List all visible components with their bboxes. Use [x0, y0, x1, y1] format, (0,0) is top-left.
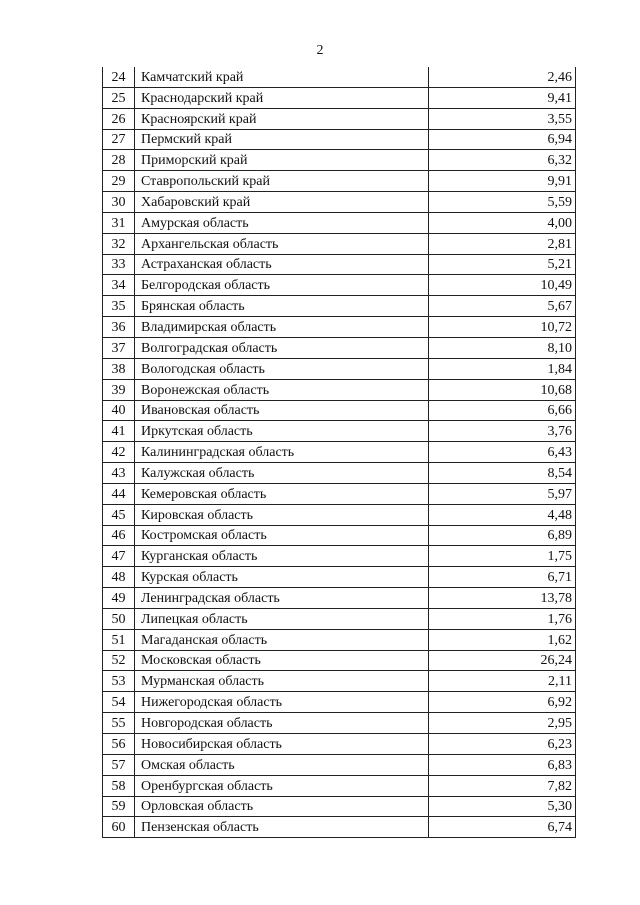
row-number-cell — [103, 671, 135, 692]
region-value: 10,68 — [540, 382, 572, 398]
table-row — [103, 671, 576, 692]
table-row — [103, 233, 576, 254]
region-name-cell — [135, 171, 429, 192]
region-name: Ленинградская область — [141, 590, 280, 606]
table-row — [103, 254, 576, 275]
region-value: 6,94 — [547, 132, 572, 148]
row-number: 51 — [111, 632, 126, 648]
row-number: 43 — [111, 465, 126, 481]
region-name-cell — [135, 358, 429, 379]
region-value-cell — [429, 546, 576, 567]
region-name: Костромская область — [141, 528, 267, 544]
region-value: 4,48 — [547, 507, 572, 523]
region-name: Белгородская область — [141, 278, 271, 294]
region-value: 6,43 — [547, 445, 572, 461]
region-name-cell — [135, 337, 429, 358]
table-row — [103, 463, 576, 484]
region-name-cell — [135, 525, 429, 546]
row-number: 50 — [111, 611, 126, 627]
region-value: 6,83 — [547, 757, 572, 773]
row-number: 35 — [111, 299, 126, 315]
row-number: 57 — [111, 757, 126, 773]
row-number: 59 — [111, 799, 126, 815]
table-row — [103, 629, 576, 650]
row-number-cell — [103, 379, 135, 400]
region-value-cell — [429, 504, 576, 525]
region-value: 2,46 — [547, 69, 572, 85]
row-number: 58 — [111, 778, 126, 794]
row-number-cell — [103, 129, 135, 150]
region-name: Иркутская область — [141, 424, 253, 440]
region-name-cell — [135, 713, 429, 734]
table-row — [103, 608, 576, 629]
region-value: 10,49 — [540, 278, 572, 294]
region-value-cell — [429, 129, 576, 150]
region-name: Пермский край — [141, 132, 232, 148]
regions-table-body — [103, 67, 576, 838]
table-row — [103, 358, 576, 379]
row-number: 25 — [111, 90, 126, 106]
region-value-cell — [429, 692, 576, 713]
region-value-cell — [429, 254, 576, 275]
region-name-cell — [135, 379, 429, 400]
table-row — [103, 129, 576, 150]
row-number-cell — [103, 275, 135, 296]
region-value: 6,66 — [547, 403, 572, 419]
region-name-cell — [135, 67, 429, 87]
table-row — [103, 650, 576, 671]
row-number-cell — [103, 67, 135, 87]
row-number: 48 — [111, 570, 126, 586]
region-value-cell — [429, 588, 576, 609]
row-number-cell — [103, 317, 135, 338]
row-number-cell — [103, 192, 135, 213]
table-row — [103, 171, 576, 192]
region-name-cell — [135, 692, 429, 713]
region-value: 1,84 — [547, 361, 572, 377]
table-row — [103, 275, 576, 296]
row-number: 40 — [111, 403, 126, 419]
region-name-cell — [135, 150, 429, 171]
table-row — [103, 504, 576, 525]
table-row — [103, 734, 576, 755]
table-row — [103, 296, 576, 317]
region-name: Брянская область — [141, 299, 245, 315]
row-number: 38 — [111, 361, 126, 377]
region-name-cell — [135, 734, 429, 755]
row-number-cell — [103, 483, 135, 504]
region-value-cell — [429, 317, 576, 338]
region-value-cell — [429, 775, 576, 796]
region-value: 1,76 — [547, 611, 572, 627]
region-value: 7,82 — [547, 778, 572, 794]
region-value-cell — [429, 713, 576, 734]
region-name-cell — [135, 483, 429, 504]
row-number-cell — [103, 608, 135, 629]
region-name: Липецкая область — [141, 611, 248, 627]
region-value-cell — [429, 67, 576, 87]
region-name: Кемеровская область — [141, 486, 267, 502]
region-name-cell — [135, 775, 429, 796]
row-number-cell — [103, 588, 135, 609]
table-row — [103, 713, 576, 734]
region-value: 2,95 — [547, 716, 572, 731]
row-number: 42 — [111, 445, 126, 461]
row-number-cell — [103, 546, 135, 567]
row-number-cell — [103, 817, 135, 838]
row-number-cell — [103, 734, 135, 755]
row-number-cell — [103, 233, 135, 254]
table-row — [103, 483, 576, 504]
table-row — [103, 67, 576, 87]
region-name: Магаданская область — [141, 632, 268, 648]
region-value-cell — [429, 421, 576, 442]
row-number: 45 — [111, 507, 126, 523]
row-number: 27 — [111, 132, 126, 148]
region-name: Курганская область — [141, 549, 258, 565]
region-value: 6,89 — [547, 528, 572, 544]
region-name-cell — [135, 108, 429, 129]
region-value: 5,59 — [547, 194, 572, 210]
region-name-cell — [135, 650, 429, 671]
row-number: 52 — [111, 653, 126, 669]
region-name-cell — [135, 546, 429, 567]
table-row — [103, 442, 576, 463]
region-name: Приморский край — [141, 153, 248, 169]
row-number: 36 — [111, 319, 126, 335]
region-value-cell — [429, 567, 576, 588]
row-number-cell — [103, 504, 135, 525]
region-name-cell — [135, 796, 429, 817]
region-value-cell — [429, 629, 576, 650]
table-row — [103, 212, 576, 233]
table-row — [103, 525, 576, 546]
region-name: Хабаровский край — [141, 194, 251, 210]
region-value-cell — [429, 650, 576, 671]
region-value-cell — [429, 337, 576, 358]
row-number: 47 — [111, 549, 126, 565]
table-row — [103, 588, 576, 609]
region-name: Ставропольский край — [141, 174, 270, 190]
region-value: 1,62 — [547, 632, 572, 648]
region-value-cell — [429, 525, 576, 546]
region-value: 1,75 — [547, 549, 572, 565]
region-name: Калининградская область — [141, 445, 295, 461]
region-name: Орловская область — [141, 799, 254, 815]
region-name: Краснодарский край — [141, 90, 264, 106]
row-number-cell — [103, 567, 135, 588]
region-value-cell — [429, 296, 576, 317]
table-row — [103, 192, 576, 213]
region-name-cell — [135, 317, 429, 338]
row-number: 32 — [111, 236, 126, 252]
region-value: 8,10 — [547, 340, 572, 356]
region-value-cell — [429, 379, 576, 400]
region-name: Пензенская область — [141, 820, 259, 836]
region-value-cell — [429, 233, 576, 254]
row-number-cell — [103, 150, 135, 171]
row-number: 53 — [111, 674, 126, 690]
table-row — [103, 692, 576, 713]
region-value-cell — [429, 358, 576, 379]
region-name: Калужская область — [141, 465, 255, 481]
region-value: 10,72 — [540, 319, 572, 335]
region-name: Волгоградская область — [141, 340, 278, 356]
row-number: 29 — [111, 174, 126, 190]
row-number: 33 — [111, 257, 126, 273]
region-value: 26,24 — [540, 653, 572, 669]
region-name-cell — [135, 567, 429, 588]
row-number-cell — [103, 296, 135, 317]
table-row — [103, 796, 576, 817]
table-row — [103, 87, 576, 108]
row-number: 34 — [111, 278, 126, 294]
row-number: 56 — [111, 736, 126, 752]
row-number-cell — [103, 650, 135, 671]
region-value: 2,11 — [548, 674, 572, 690]
region-name: Курская область — [141, 570, 238, 586]
table-row — [103, 337, 576, 358]
region-value: 6,23 — [547, 736, 572, 752]
region-name-cell — [135, 129, 429, 150]
region-value: 2,81 — [547, 236, 572, 252]
row-number: 60 — [111, 820, 126, 836]
region-name: Мурманская область — [141, 674, 265, 690]
region-name-cell — [135, 671, 429, 692]
regions-table — [102, 67, 576, 838]
row-number-cell — [103, 171, 135, 192]
region-value: 6,92 — [547, 695, 572, 711]
row-number-cell — [103, 754, 135, 775]
row-number: 28 — [111, 153, 126, 169]
region-name: Ивановская область — [141, 403, 260, 419]
region-value-cell — [429, 608, 576, 629]
region-value-cell — [429, 400, 576, 421]
region-value: 5,97 — [547, 486, 572, 502]
region-name: Кировская область — [141, 507, 254, 523]
region-value: 3,55 — [547, 111, 572, 127]
region-name-cell — [135, 588, 429, 609]
region-value: 4,00 — [547, 215, 572, 231]
region-name-cell — [135, 233, 429, 254]
row-number-cell — [103, 463, 135, 484]
region-value: 6,71 — [547, 570, 572, 586]
row-number-cell — [103, 525, 135, 546]
region-name: Камчатский край — [141, 69, 244, 85]
row-number-cell — [103, 796, 135, 817]
table-row — [103, 567, 576, 588]
region-value: 6,32 — [547, 153, 572, 169]
table-row — [103, 546, 576, 567]
region-name-cell — [135, 254, 429, 275]
region-value-cell — [429, 150, 576, 171]
table-row — [103, 421, 576, 442]
row-number-cell — [103, 87, 135, 108]
region-value-cell — [429, 483, 576, 504]
row-number: 54 — [111, 695, 126, 711]
region-value-cell — [429, 754, 576, 775]
region-name: Нижегородская область — [141, 695, 283, 711]
table-row — [103, 150, 576, 171]
region-name: Новосибирская область — [141, 736, 282, 752]
region-value-cell — [429, 796, 576, 817]
row-number: 31 — [111, 215, 126, 231]
region-value-cell — [429, 463, 576, 484]
region-name: Московская область — [141, 653, 261, 669]
row-number-cell — [103, 108, 135, 129]
region-name-cell — [135, 504, 429, 525]
table-row — [103, 775, 576, 796]
region-name-cell — [135, 87, 429, 108]
region-value: 9,41 — [547, 90, 572, 106]
row-number-cell — [103, 713, 135, 734]
row-number: 49 — [111, 590, 126, 606]
row-number: 55 — [111, 716, 126, 731]
region-value-cell — [429, 671, 576, 692]
region-name: Астраханская область — [141, 257, 272, 273]
region-value-cell — [429, 817, 576, 838]
row-number: 41 — [111, 424, 126, 440]
region-name-cell — [135, 275, 429, 296]
region-value-cell — [429, 442, 576, 463]
region-value-cell — [429, 275, 576, 296]
region-value: 5,21 — [547, 257, 572, 273]
region-name-cell — [135, 629, 429, 650]
region-name: Владимирская область — [141, 319, 277, 335]
region-name: Оренбургская область — [141, 778, 273, 794]
row-number-cell — [103, 337, 135, 358]
row-number-cell — [103, 421, 135, 442]
row-number-cell — [103, 254, 135, 275]
region-value: 8,54 — [547, 465, 572, 481]
region-name: Новгородская область — [141, 716, 273, 731]
row-number: 30 — [111, 194, 126, 210]
region-value: 13,78 — [540, 590, 572, 606]
row-number-cell — [103, 212, 135, 233]
table-row — [103, 108, 576, 129]
row-number: 26 — [111, 111, 126, 127]
table-row — [103, 400, 576, 421]
region-value: 5,30 — [547, 799, 572, 815]
region-value-cell — [429, 87, 576, 108]
page-number: 2 — [316, 43, 324, 58]
row-number-cell — [103, 442, 135, 463]
row-number: 37 — [111, 340, 126, 356]
region-value-cell — [429, 171, 576, 192]
row-number-cell — [103, 629, 135, 650]
region-name: Вологодская область — [141, 361, 265, 377]
row-number-cell — [103, 358, 135, 379]
row-number: 44 — [111, 486, 126, 502]
region-name-cell — [135, 754, 429, 775]
region-name: Воронежская область — [141, 382, 270, 398]
region-value-cell — [429, 108, 576, 129]
table-row — [103, 317, 576, 338]
row-number-cell — [103, 775, 135, 796]
table-row — [103, 817, 576, 838]
region-name-cell — [135, 817, 429, 838]
region-name-cell — [135, 192, 429, 213]
region-value: 5,67 — [547, 299, 572, 315]
region-name-cell — [135, 421, 429, 442]
table-row — [103, 754, 576, 775]
region-value-cell — [429, 212, 576, 233]
row-number-cell — [103, 400, 135, 421]
row-number: 39 — [111, 382, 126, 398]
region-value-cell — [429, 192, 576, 213]
row-number: 24 — [111, 69, 126, 85]
region-value: 6,74 — [547, 820, 572, 836]
region-name-cell — [135, 463, 429, 484]
region-value: 9,91 — [547, 174, 572, 190]
region-name: Красноярский край — [141, 111, 257, 127]
row-number: 46 — [111, 528, 126, 544]
row-number-cell — [103, 692, 135, 713]
region-name: Архангельская область — [141, 236, 279, 252]
region-value-cell — [429, 734, 576, 755]
table-row — [103, 379, 576, 400]
region-name-cell — [135, 442, 429, 463]
region-name-cell — [135, 608, 429, 629]
region-name-cell — [135, 400, 429, 421]
region-name-cell — [135, 296, 429, 317]
region-name-cell — [135, 212, 429, 233]
region-value: 3,76 — [547, 424, 572, 440]
region-name: Омская область — [141, 757, 235, 773]
region-name: Амурская область — [141, 215, 249, 231]
